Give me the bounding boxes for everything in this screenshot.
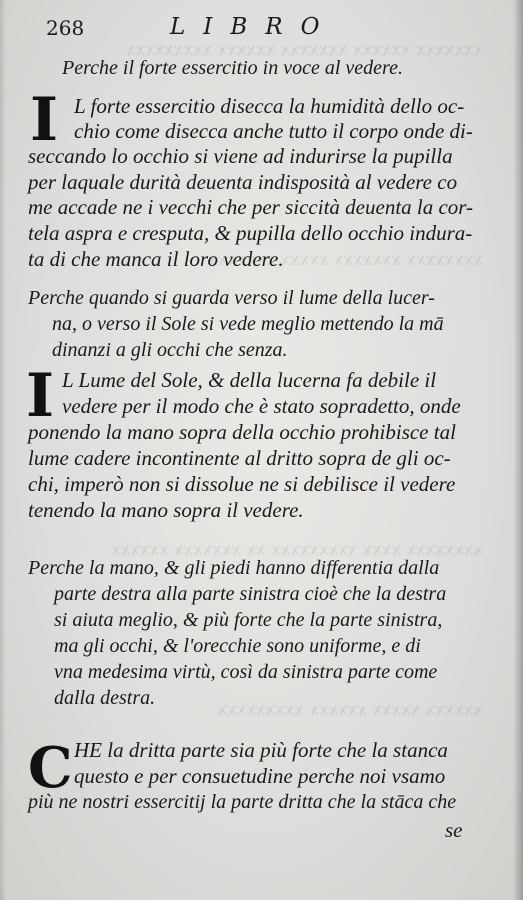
text-line: seccando lo occhio si viene ad indurirse la pupilla <box>28 144 453 168</box>
text-line: lume cadere incontinente al dritto sopra de gli oc- <box>28 446 451 470</box>
text-line: più ne nostri essercitij la parte dritta che la stāca che <box>28 791 457 813</box>
section-title: Perche il forte essercitio in voce al vedere. <box>62 57 403 79</box>
running-head: LIBRO <box>170 14 338 40</box>
text-line: chio come disecca anche tutto il corpo onde di- <box>74 119 473 143</box>
text-line: per laquale durità deuenta indisposità al vedere co <box>28 170 458 194</box>
drop-capital: C <box>28 735 73 801</box>
text-line: chi, imperò non si dissolue ne si debilisce il vedere <box>28 472 456 496</box>
section-title-line: dinanzi a gli occhi che senza. <box>52 339 288 361</box>
section-title-line: na, o verso il Sole si vede meglio mettendo la mā <box>52 313 444 335</box>
text-line: vedere per il modo che è stato sopradetto, onde <box>62 394 461 418</box>
text-line: ponendo la mano sopra della occhio prohibisce tal <box>28 420 456 444</box>
drop-capital: I <box>26 361 55 431</box>
catchword: se <box>445 818 463 842</box>
text-line: me accade ne i vecchi che per siccità deuenta la cor- <box>28 195 474 219</box>
section-title-line: parte destra alla parte sinistra cioè che la destra <box>54 583 447 605</box>
text-line: HE la dritta parte sia più forte che la stanca <box>74 738 448 762</box>
section-title-line: ma gli occhi, & l'orecchie sono uniforme, e di <box>54 635 421 657</box>
section-title-line: dalla destra. <box>54 687 156 709</box>
text-line: questo e per consuetudine perche noi vsamo <box>74 764 446 788</box>
section-title-line: vna medesima virtù, così da sinistra parte come <box>54 661 438 683</box>
show-through-text: xxxxxxx xxxxxx xxxxxxx xxxxxx xxxxxxxxx xxxxxxxx xxxxxxx xxxxx xxxxxxx xxxxxxxx xxxx xxxxxxxxx xx xxxxxxx xxxxxx xxxxxx xxxxx xxxxxx xxxxxxxxx <box>110 40 483 720</box>
section-title-line: Perche la mano, & gli piedi hanno differentia dalla <box>28 557 440 579</box>
text-line: L forte essercitio disecca la humidità dello oc- <box>74 94 465 118</box>
section-title-line: Perche quando si guarda verso il lume della lucer- <box>28 287 435 309</box>
drop-capital: I <box>30 85 59 155</box>
text-line: tela aspra e cresputa, & pupilla dello occhio indura- <box>28 221 473 245</box>
text-line: ta di che manca il loro vedere. <box>28 247 284 271</box>
page-number: 268 <box>46 16 85 40</box>
section-title-line: si aiuta meglio, & più forte che la parte sinistra, <box>54 609 443 631</box>
text-line: tenendo la mano sopra il vedere. <box>28 498 304 522</box>
text-line: L Lume del Sole, & della lucerna fa debile il <box>62 368 437 392</box>
